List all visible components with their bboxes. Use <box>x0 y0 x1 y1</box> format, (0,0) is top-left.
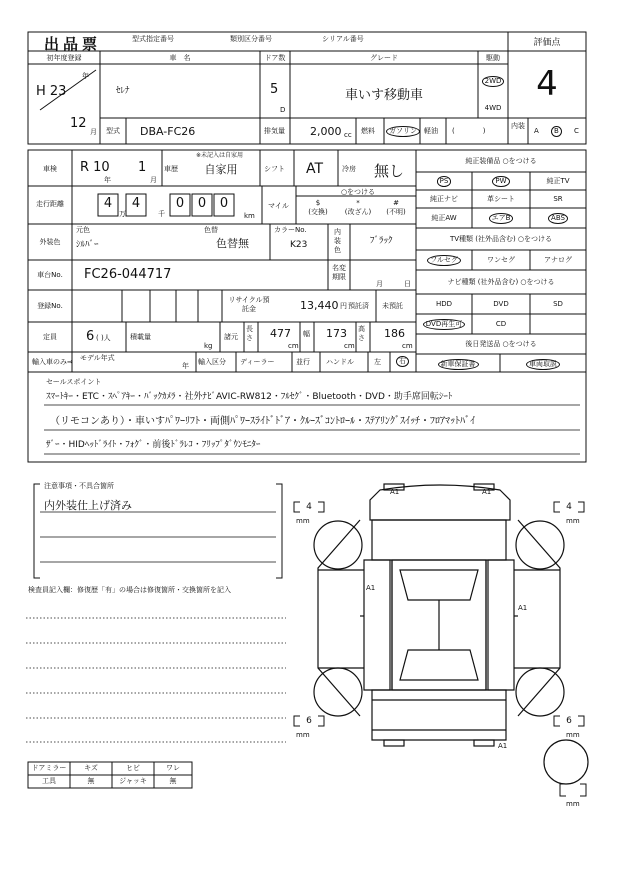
height-label: 高さ <box>358 325 365 342</box>
cooler-value: 無し <box>374 162 405 180</box>
tire-fr-unit: mm <box>566 517 580 525</box>
equip-oem-aw: 純正AW <box>431 214 457 222</box>
damage-mark-rear: A1 <box>498 742 508 750</box>
legend-header-scratch: キズ <box>84 764 98 772</box>
import-class-label: 輸入区分 <box>198 358 226 366</box>
equip-abs: ABS <box>548 213 568 224</box>
mile-altered: * (改ざん) <box>344 199 372 216</box>
recycle-unit: 円 <box>340 302 347 310</box>
category-label: 類別区分番号 <box>230 35 272 43</box>
navi-hdd: HDD <box>435 300 453 308</box>
history-label: 車歴 <box>164 165 178 173</box>
tire-rr-unit: mm <box>566 731 580 739</box>
year-unit: 年 <box>82 72 89 80</box>
mileage-digit-4: 0 <box>197 196 207 211</box>
tire-rear-left: 6 <box>306 716 312 726</box>
mile-note: ○をつける <box>340 188 376 196</box>
height-value: 186 <box>384 327 405 340</box>
legend-jack-value: 無 <box>169 777 177 785</box>
grade-label: グレード <box>370 54 398 62</box>
equip-oem-navi: 純正ナビ <box>430 195 458 203</box>
width-unit: cm <box>344 342 355 350</box>
dims-label: 諸元 <box>224 333 238 341</box>
name-change-label: 名変期限 <box>332 264 346 281</box>
damage-mark-front-left: A1 <box>390 488 400 496</box>
doors-label: ドア数 <box>264 54 286 62</box>
spare-tire-unit: mm <box>566 800 580 808</box>
inspection-year-unit: 年 <box>104 176 111 184</box>
length-value: 477 <box>270 327 291 340</box>
repaint-label: 色替 <box>204 226 218 234</box>
navi-type-label: ナビ種類 (社外品含む) ○をつける <box>447 278 555 286</box>
color-no-value: K23 <box>290 240 308 250</box>
equip-ps: PS <box>437 176 452 187</box>
displacement-label: 排気量 <box>264 127 285 135</box>
evaluation-label: 評価点 <box>533 38 561 48</box>
tire-front-left: 4 <box>306 502 312 512</box>
exterior-label: 外装色 <box>39 238 61 246</box>
handle-right: 右 <box>396 356 409 367</box>
inspection-value: R 10 <box>80 160 110 175</box>
import-parallel: 並行 <box>296 358 310 366</box>
tire-front-right: 4 <box>566 502 572 512</box>
equipment-label: 純正装備品 ○をつける <box>465 157 537 165</box>
fuel-gasoline: ガソリン <box>386 126 420 137</box>
fuel-other: ( ) <box>452 127 486 135</box>
grade-value: 車いす移動車 <box>344 88 423 103</box>
interior-color-label: 内装色 <box>334 228 341 254</box>
tv-analog: アナログ <box>544 256 572 264</box>
tv-type-label: TV種類 (社外品含む) ○をつける <box>449 235 553 243</box>
drive-4wd: 4WD <box>484 104 502 112</box>
vehicle-name: ｾﾚﾅ <box>116 86 130 96</box>
import-label: 輸入車のみ⇒ <box>32 358 73 366</box>
interior-label: 内装 <box>511 122 525 130</box>
capacity-unit: ( )人 <box>96 334 111 342</box>
handle-label: ハンドル <box>326 358 354 366</box>
legend-header-mirror: ドアミラー <box>31 764 67 772</box>
width-label: 幅 <box>303 330 310 338</box>
chassis-label: 車台No. <box>37 271 63 279</box>
capacity-label: 定員 <box>43 333 57 341</box>
legend-tools-value: 無 <box>87 777 95 785</box>
model-year-unit: 年 <box>182 362 189 370</box>
damage-mark-right-side: A1 <box>518 604 528 612</box>
navi-dvd: DVD <box>493 300 509 308</box>
capacity-value: 6 <box>86 329 95 344</box>
mileage-digit-5: 0 <box>219 196 229 211</box>
tire-rl-unit: mm <box>296 731 310 739</box>
width-value: 173 <box>326 327 347 340</box>
orig-color-label: 元色 <box>76 226 90 234</box>
sales-line-1: ｽﾏｰﾄｷｰ・ETC・ｽﾍﾟｱｷｰ・ﾊﾞｯｸｶﾒﾗ・社外ﾅﾋﾞAVIC-RW812・ﾌﾙｾｸﾞ・Bluetooth・DVD・助手席回転ｼｰﾄ <box>46 392 453 402</box>
color-no-label: カラーNo. <box>274 226 307 234</box>
fuel-label: 燃料 <box>361 127 375 135</box>
mile-label: マイル <box>268 202 289 210</box>
import-dealer: ディーラー <box>240 358 275 366</box>
legend-header-break: ワレ <box>166 764 180 772</box>
month-unit: 月 <box>90 128 97 136</box>
repaint-value: 色替無 <box>216 237 249 250</box>
legend-tools: 工具 <box>42 777 56 785</box>
mileage-man: 万 <box>119 210 126 218</box>
notes-label: 注意事項・不具合箇所 <box>44 482 114 490</box>
later-ship-label: 後日発送品 ○をつける <box>465 340 537 348</box>
inspection-label: 車検 <box>43 165 57 173</box>
serial-label: シリアル番号 <box>322 35 364 43</box>
later-manual: 車両取説 <box>526 359 560 370</box>
form-title: 出品票 <box>44 35 102 53</box>
recycle-value: 13,440 <box>300 299 339 312</box>
inspection-month-unit: 月 <box>150 176 157 184</box>
name-change-day: 日 <box>404 280 411 288</box>
first-reg-era: H 23 <box>36 84 67 99</box>
history-value: 自家用 <box>204 163 238 176</box>
height-unit: cm <box>402 342 413 350</box>
fuel-diesel: 軽油 <box>424 127 438 135</box>
interior-a: A <box>534 127 539 135</box>
orig-color-value: ｼﾙﾊﾞｰ <box>76 240 99 250</box>
recycle-unpaid: 未預託 <box>382 302 403 310</box>
model-year-label: モデル年式 <box>80 354 115 362</box>
displacement-value: 2,000 <box>310 125 342 138</box>
history-note: ※未記入は自家用 <box>196 152 244 159</box>
vehicle-name-label: 車 名 <box>169 54 191 62</box>
tire-rear-right: 6 <box>566 716 572 726</box>
legend-jack: ジャッキ <box>119 777 147 785</box>
mile-unknown: # (不明) <box>386 199 406 216</box>
first-reg-label: 初年度登録 <box>46 54 82 62</box>
doors-value: 5 <box>270 82 279 97</box>
mileage-digit-1: 4 <box>103 196 113 211</box>
equip-leather: 革シート <box>487 195 515 203</box>
model-value: DBA-FC26 <box>140 125 196 138</box>
first-reg-month: 12 <box>70 116 87 131</box>
mileage-label: 走行距離 <box>36 200 64 208</box>
reg-no-label: 登録No. <box>37 302 63 310</box>
load-label: 積載量 <box>130 333 151 341</box>
legend-header-crack: ヒビ <box>126 764 140 772</box>
navi-sd: SD <box>553 300 563 308</box>
cooler-label: 冷房 <box>342 165 356 173</box>
drive-label: 駆動 <box>486 54 500 62</box>
name-change-month: 月 <box>376 280 383 288</box>
recycle-label: リサイクル預託金 <box>228 296 270 313</box>
equip-sr: SR <box>553 195 563 203</box>
sales-line-3: ｻﾞｰ・HIDﾍｯﾄﾞﾗｲﾄ・ﾌｫｸﾞ・前後ﾄﾞﾗﾚｺ・ﾌﾘｯﾌﾟﾀﾞｳﾝﾓﾆﾀｰ <box>46 440 261 450</box>
displacement-unit: cc <box>344 131 352 139</box>
shift-value: AT <box>306 161 324 177</box>
doors-suffix: D <box>280 106 286 114</box>
tire-fl-unit: mm <box>296 517 310 525</box>
handle-left: 左 <box>374 358 381 366</box>
load-unit: kg <box>204 342 213 350</box>
type-designation-label: 型式指定番号 <box>132 35 174 43</box>
interior-color-value: ﾌﾞﾗｯｸ <box>370 236 393 246</box>
mileage-sen: 千 <box>158 210 165 218</box>
interior-b: B <box>551 126 562 137</box>
inspection-month: 1 <box>138 160 147 175</box>
navi-dvd-play: DVD再生可 <box>423 319 465 330</box>
equip-pw: PW <box>492 176 509 187</box>
sales-label: セールスポイント <box>46 378 102 386</box>
equip-airbag: エアB <box>489 213 514 224</box>
evaluation-score: 4 <box>536 64 558 104</box>
mileage-unit: km <box>244 212 255 220</box>
chassis-value: FC26-044717 <box>84 267 172 282</box>
tv-oneseg: ワンセグ <box>487 256 515 264</box>
mileage-digit-3: 0 <box>175 196 185 211</box>
interior-c: C <box>574 127 579 135</box>
inspector-label: 検査員記入欄：修復歴「有」の場合は修復箇所・交換箇所を記入 <box>28 586 231 594</box>
navi-cd: CD <box>495 320 507 328</box>
drive-2wd: 2WD <box>482 76 505 87</box>
mile-exchange: $ (交換) <box>308 199 328 216</box>
recycle-paid: 預託済 <box>348 302 369 310</box>
later-warranty: 新車保証書 <box>438 359 479 370</box>
model-label: 型式 <box>106 127 120 135</box>
sales-line-2: （リモコンあり）・車いすﾊﾟﾜｰﾘﾌﾄ・両側ﾊﾟﾜｰｽﾗｲﾄﾞﾄﾞｱ・ｸﾙｰｽﾞｺﾝﾄﾛｰﾙ・ｽﾃｱﾘﾝｸﾞｽｲｯﾁ・ﾌﾛｱﾏｯﾄﾊﾞｲ <box>50 416 475 427</box>
mileage-digit-2: 4 <box>131 196 141 211</box>
shift-label: シフト <box>264 165 285 173</box>
damage-mark-front-right: A1 <box>482 488 492 496</box>
notes-line-1: 内外装仕上げ済み <box>44 499 132 512</box>
length-unit: cm <box>288 342 299 350</box>
damage-mark-left-door: A1 <box>366 584 376 592</box>
tv-fullseg: フルセグ <box>427 255 461 266</box>
length-label: 長さ <box>246 325 253 342</box>
equip-oem-tv: 純正TV <box>546 177 570 185</box>
